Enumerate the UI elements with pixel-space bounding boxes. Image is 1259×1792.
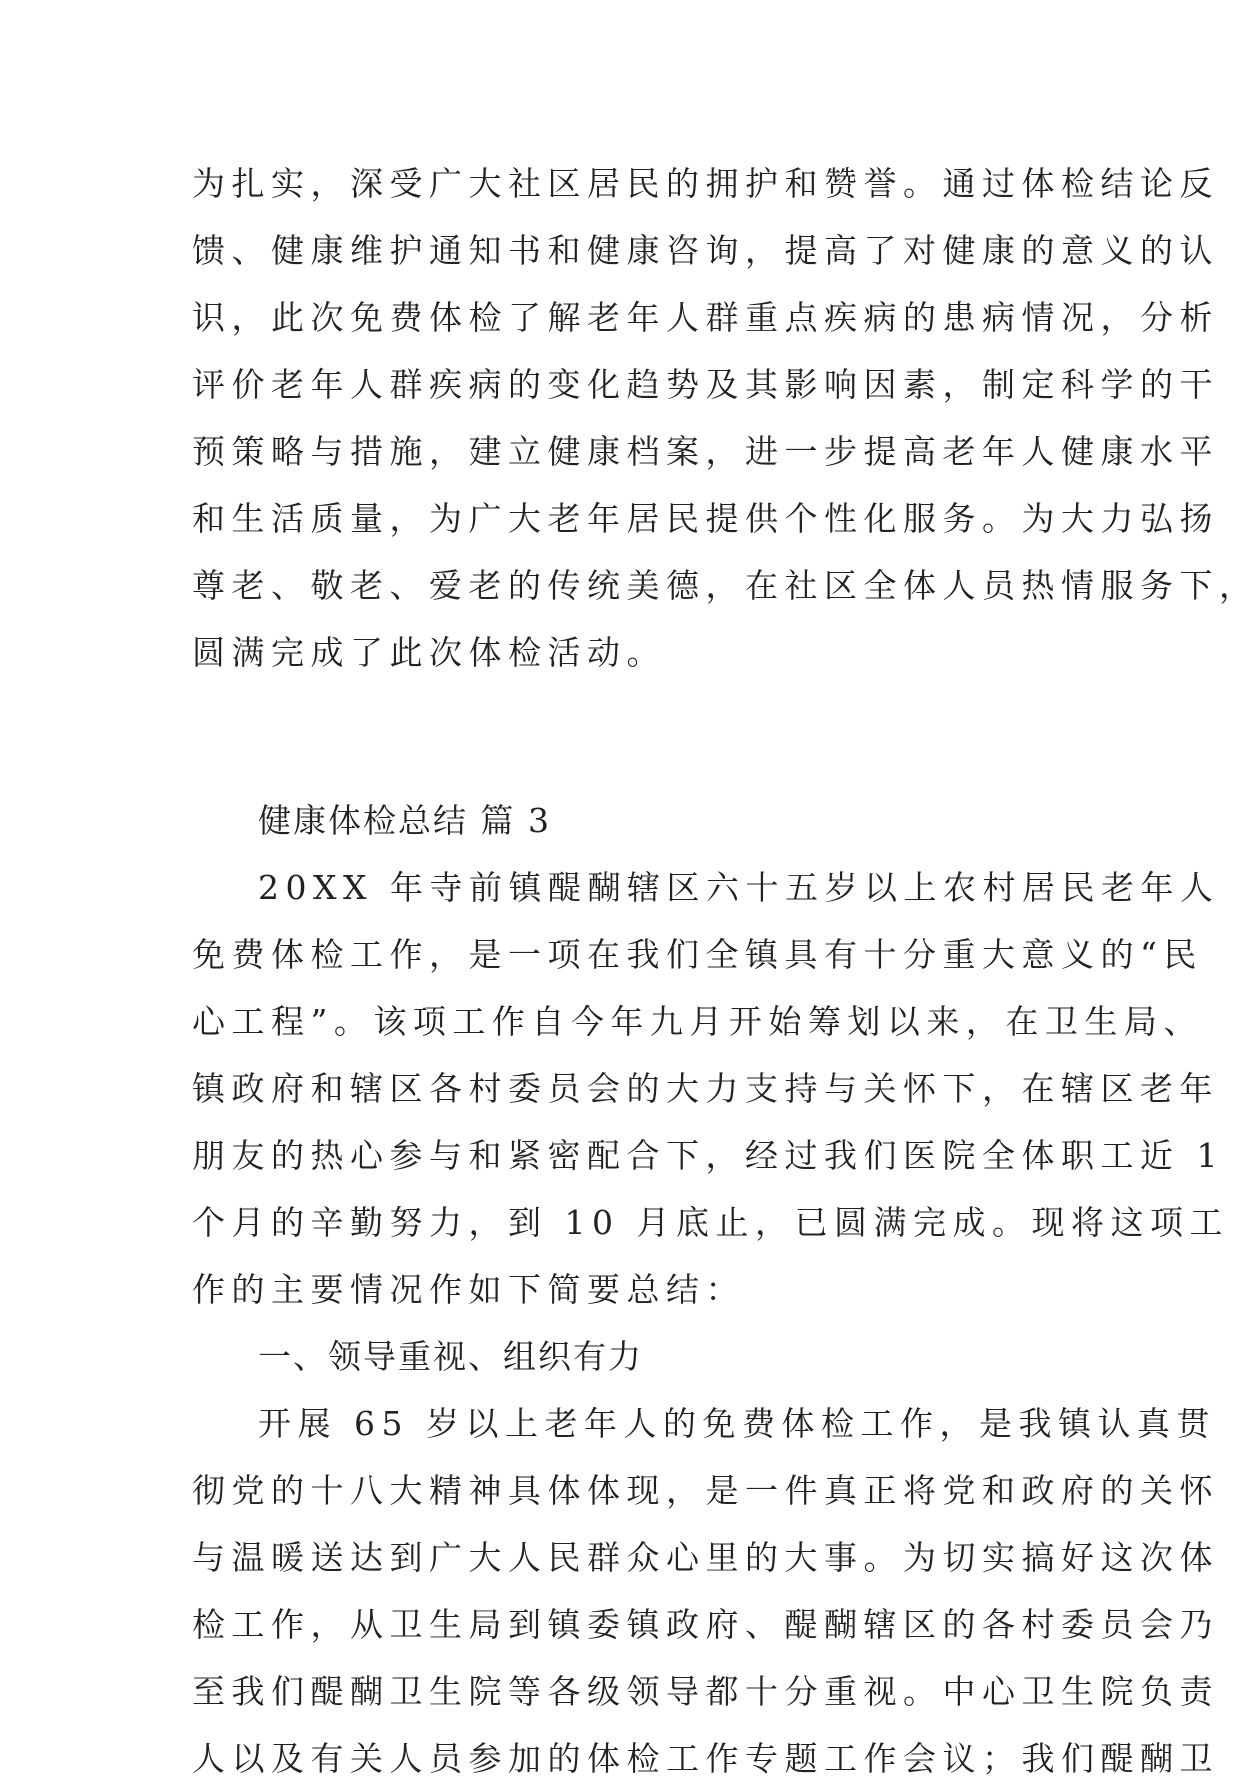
section-gap bbox=[192, 686, 1062, 787]
text-line: 尊老、敬老、爱老的传统美德，在社区全体人员热情服务下， bbox=[192, 566, 1259, 605]
text-line: 彻党的十八大精神具体体现，是一件真正将党和政府的关怀 bbox=[192, 1471, 1219, 1510]
text-line: 圆满完成了此次体检活动。 bbox=[192, 633, 666, 672]
text-line: 检工作，从卫生局到镇委镇政府、醍醐辖区的各村委员会乃 bbox=[192, 1605, 1219, 1644]
text-line: 个月的辛勤努力，到 10 月底止，已圆满完成。现将这项工 bbox=[192, 1203, 1229, 1242]
text-line: 朋友的热心参与和紧密配合下，经过我们医院全体职工近 1 bbox=[192, 1136, 1224, 1175]
text-line: 至我们醍醐卫生院等各级领导都十分重视。中心卫生院负责 bbox=[192, 1672, 1219, 1711]
text-line: 与温暖送达到广大人民群众心里的大事。为切实搞好这次体 bbox=[192, 1538, 1219, 1577]
subheading: 一、领导重视、组织有力 bbox=[258, 1337, 643, 1376]
intro-paragraph bbox=[192, 854, 1229, 1323]
text-line: 为扎实，深受广大社区居民的拥护和赞誉。通过体检结论反 bbox=[192, 164, 1219, 203]
text-line: 和生活质量，为广大老年居民提供个性化服务。为大力弘扬 bbox=[192, 499, 1219, 538]
text-line: 人以及有关人员参加的体检工作专题工作会议；我们醍醐卫 bbox=[192, 1739, 1219, 1778]
text-line: 评价老年人群疾病的变化趋势及其影响因素，制定科学的干 bbox=[192, 365, 1219, 404]
paragraph-continuation bbox=[192, 150, 1259, 686]
text-line: 预策略与措施，建立健康档案，进一步提高老年人健康水平 bbox=[192, 432, 1219, 471]
text-line: 心工程”。该项工作自今年九月开始筹划以来，在卫生局、 bbox=[192, 1002, 1203, 1041]
section-title: 健康体检总结 篇 3 bbox=[258, 801, 551, 840]
text-line: 20XX 年寺前镇醍醐辖区六十五岁以上农村居民老年人 bbox=[258, 868, 1220, 907]
body-paragraph bbox=[192, 1390, 1219, 1792]
text-line: 馈、健康维护通知书和健康咨询，提高了对健康的意义的认 bbox=[192, 231, 1219, 270]
text-line: 开展 65 岁以上老年人的免费体检工作，是我镇认真贯 bbox=[258, 1404, 1216, 1443]
text-line: 免费体检工作，是一项在我们全镇具有十分重大意义的“民 bbox=[192, 935, 1203, 974]
document-body bbox=[192, 150, 1259, 1792]
text-line: 作的主要情况作如下简要总结： bbox=[192, 1270, 745, 1309]
text-line: 镇政府和辖区各村委员会的大力支持与关怀下，在辖区老年 bbox=[192, 1069, 1219, 1108]
text-line: 识，此次免费体检了解老年人群重点疾病的患病情况，分析 bbox=[192, 298, 1219, 337]
